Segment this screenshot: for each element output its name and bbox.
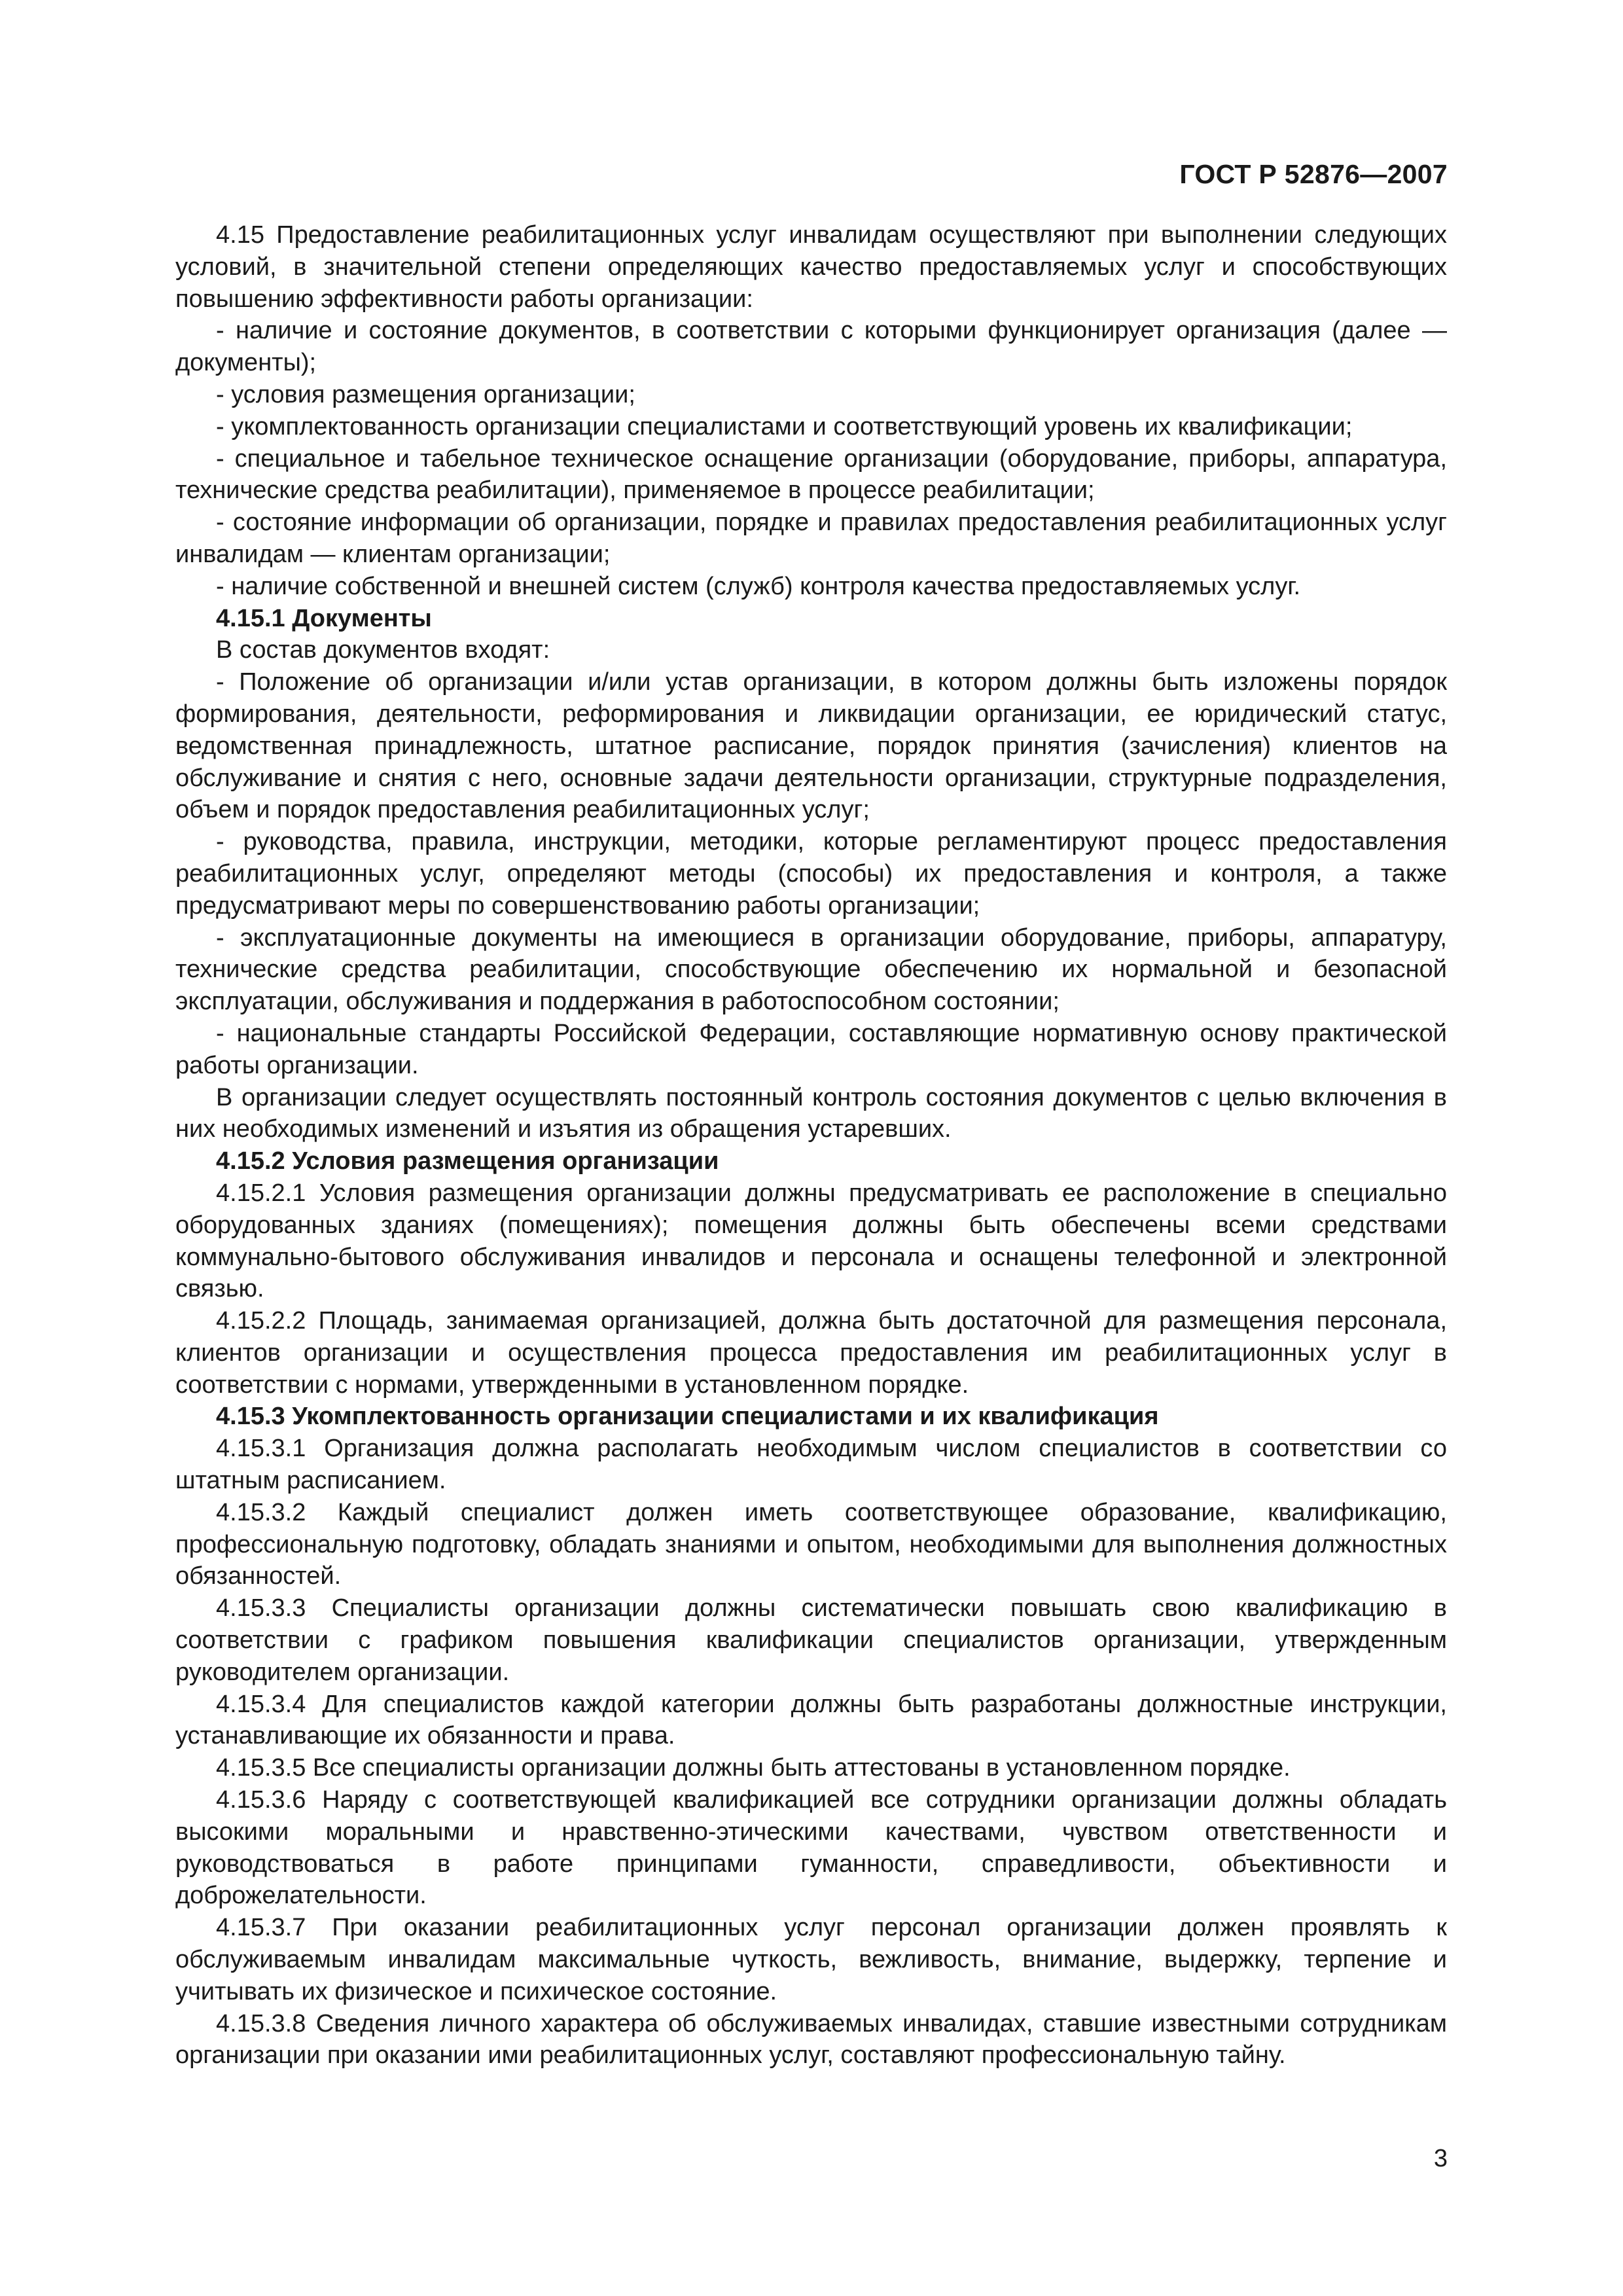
- document-body: [175, 219, 1447, 2072]
- paragraph: 4.15.2.1 Условия размещения организации должны предусматривать ее расположение в специально оборудованных зданиях (помещениях); помещения должны быть обеспечены всеми средствами коммунально-бытового обслуживания инвалидов и персонала и оснащены телефонной и электронной связью.: [175, 1179, 1447, 1303]
- paragraph: 4.15.3.6 Наряду с соответствующей квалификацией все сотрудники организации должны обладать высокими моральными и нравственно-этическими качествами, чувством ответственности и руководствоваться в работе принципами гуманности, справедливости, объективности и доброжелательности.: [175, 1786, 1447, 1910]
- document-standard-number: ГОСТ Р 52876—2007: [1179, 159, 1448, 189]
- paragraph: 4.15 Предоставление реабилитационных услуг инвалидам осуществляют при выполнении следующих условий, в значительной степени определяющих качество предоставляемых услуг и способствующих повышению эффективности работы организации:: [175, 221, 1447, 313]
- list-item: - наличие собственной и внешней систем (служб) контроля качества предоставляемых услуг.: [216, 572, 1301, 600]
- paragraph: 4.15.3.1 Организация должна располагать необходимым числом специалистов в соответствии со штатным расписанием.: [175, 1435, 1447, 1495]
- paragraph: 4.15.3.3 Специалисты организации должны систематически повышать свою квалификацию в соответствии с графиком повышения квалификации специалистов организации, утвержденным руководителем организации.: [175, 1594, 1447, 1686]
- list-item: - специальное и табельное техническое оснащение организации (оборудование, приборы, аппаратура, технические средства реабилитации), применяемое в процессе реабилитации;: [175, 444, 1447, 505]
- page-number: 3: [1433, 2145, 1448, 2172]
- paragraph: 4.15.3.4 Для специалистов каждой категории должны быть разработаны должностные инструкции, устанавливающие их обязанности и права.: [175, 1690, 1447, 1750]
- list-item: - Положение об организации и/или устав организации, в котором должны быть изложены порядок формирования, деятельности, реформирования и ликвидации организации, ее юридический статус, ведомственная принадлежность, штатное расписание, порядок принятия (зачисления) клиентов на обслуживание и снятия с него, основные задачи деятельности организации, структурные подразделения, объем и порядок предоставления реабилитационных услуг;: [175, 668, 1447, 824]
- list-item: - эксплуатационные документы на имеющиеся в организации оборудование, приборы, аппаратуру, технические средства реабилитации, способствующие обеспечению их нормальной и безопасной эксплуатации, обслуживания и поддержания в работоспособном состоянии;: [175, 924, 1447, 1016]
- list-item: - наличие и состояние документов, в соответствии с которыми функционирует организация (далее — документы);: [175, 317, 1447, 377]
- paragraph: 4.15.3.7 При оказании реабилитационных услуг персонал организации должен проявлять к обслуживаемым инвалидам максимальные чуткость, вежливость, внимание, выдержку, терпение и учитывать их физическое и психическое состояние.: [175, 1914, 1447, 2005]
- section-heading: 4.15.3 Укомплектованность организации специалистами и их квалификация: [216, 1403, 1159, 1431]
- paragraph: 4.15.3.2 Каждый специалист должен иметь соответствующее образование, квалификацию, профессиональную подготовку, обладать знаниями и опытом, необходимыми для выполнения должностных обязанностей.: [175, 1498, 1447, 1590]
- list-item: - руководства, правила, инструкции, методики, которые регламентируют процесс предоставления реабилитационных услуг, определяют методы (способы) их предоставления и контроля, а также предусматривают меры по совершенствованию работы организации;: [175, 828, 1447, 920]
- paragraph: В состав документов входят:: [216, 636, 550, 664]
- list-item: - укомплектованность организации специалистами и соответствующий уровень их квалификации;: [216, 412, 1353, 440]
- paragraph: В организации следует осуществлять постоянный контроль состояния документов с целью включения в них необходимых изменений и изъятия из обращения устаревших.: [175, 1083, 1447, 1143]
- list-item: - национальные стандарты Российской Федерации, составляющие нормативную основу практической работы организации.: [175, 1019, 1447, 1079]
- paragraph: 4.15.3.5 Все специалисты организации должны быть аттестованы в установленном порядке.: [216, 1754, 1291, 1782]
- section-heading: 4.15.1 Документы: [216, 604, 432, 632]
- paragraph: 4.15.3.8 Сведения личного характера об обслуживаемых инвалидах, ставшие известными сотрудникам организации при оказании ими реабилитационных услуг, составляют профессиональную тайну.: [175, 2009, 1447, 2070]
- list-item: - состояние информации об организации, порядке и правилах предоставления реабилитационных услуг инвалидам — клиентам организации;: [175, 509, 1447, 568]
- section-heading: 4.15.2 Условия размещения организации: [216, 1147, 719, 1175]
- list-item: - условия размещения организации;: [216, 380, 635, 408]
- paragraph: 4.15.2.2 Площадь, занимаемая организацией, должна быть достаточной для размещения персонала, клиентов организации и осуществления процесса предоставления им реабилитационных услуг в соответствии с нормами, утвержденными в установленном порядке.: [175, 1307, 1447, 1399]
